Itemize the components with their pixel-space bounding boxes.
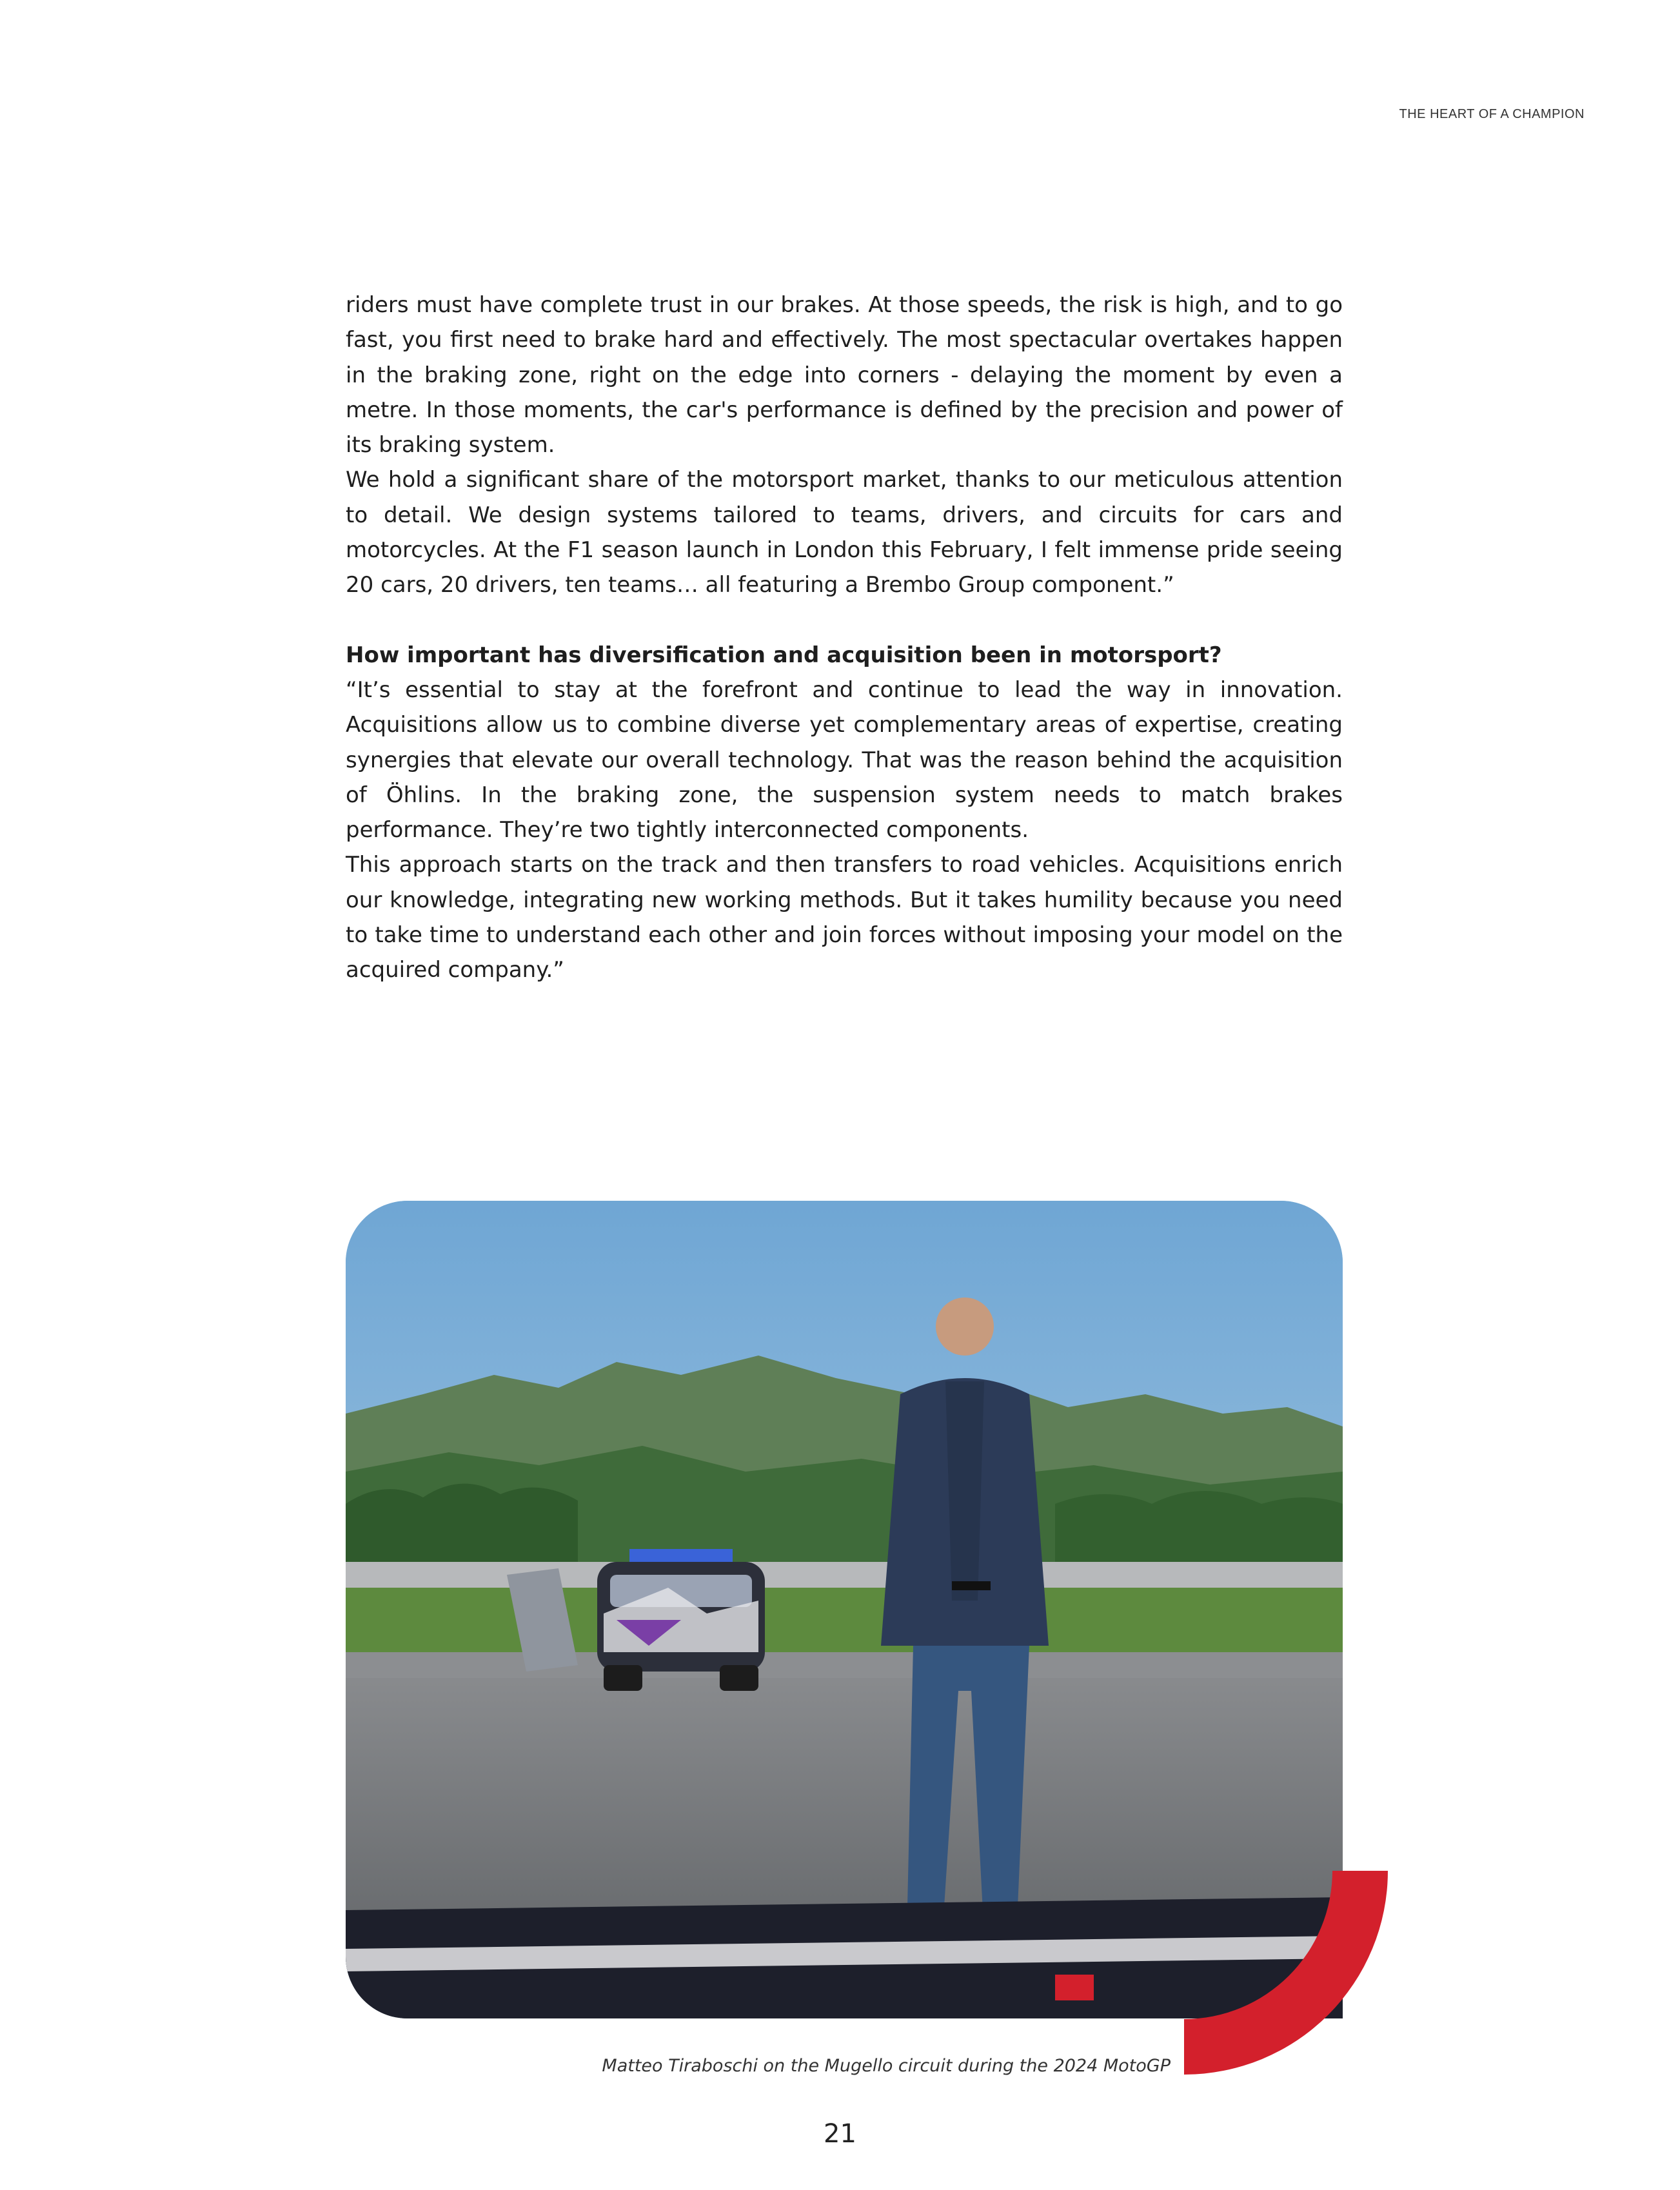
paragraph: “It’s essential to stay at the forefront and continue to lead the way in innovation. Acquisitions allow us to combine diverse yet complementary areas of expertise, creating synergies that elevate our overall technology. That was the reason behind the acquisition of Öhlins. In the braking zone, the suspension system needs to match brakes performance. They’re two tightly interconnected components. [346,676,1343,843]
interview-question: How important has diversification and acquisition been in motorsport? [346,642,1222,668]
page-number: 21 [824,2119,856,2149]
photo-caption: Matteo Tiraboschi on the Mugello circuit during the 2024 MotoGP [602,2056,1171,2076]
paragraph: We hold a significant share of the motorsport market, thanks to our meticulous attention to detail. We design systems tailored to teams, drivers, and circuits for cars and motorcycles. At the F1 season launch in London this February, I felt immense pride seeing 20 cars, 20 drivers, ten teams… all featuring a Brembo Group component.” [346,467,1343,598]
paragraph: This approach starts on the track and then transfers to road vehicles. Acquisitions enrich our knowledge, integrating new working methods. But it takes humility because you need to take time to understand each other and join forces without imposing your model on the acquired company.” [346,852,1343,983]
article-body [346,288,1343,988]
paragraph: riders must have complete trust in our brakes. At those speeds, the risk is high, and to go fast, you first need to brake hard and effectively. The most spectacular overtakes happen in the braking zone, right on the edge into corners - delaying the moment by even a metre. In those moments, the car's performance is defined by the precision and power of its braking system. [346,292,1343,459]
running-header: THE HEART OF A CHAMPION [1399,107,1585,121]
decorative-red-quarter-circle [1184,1871,1388,2075]
paragraph-gap [346,603,1343,638]
